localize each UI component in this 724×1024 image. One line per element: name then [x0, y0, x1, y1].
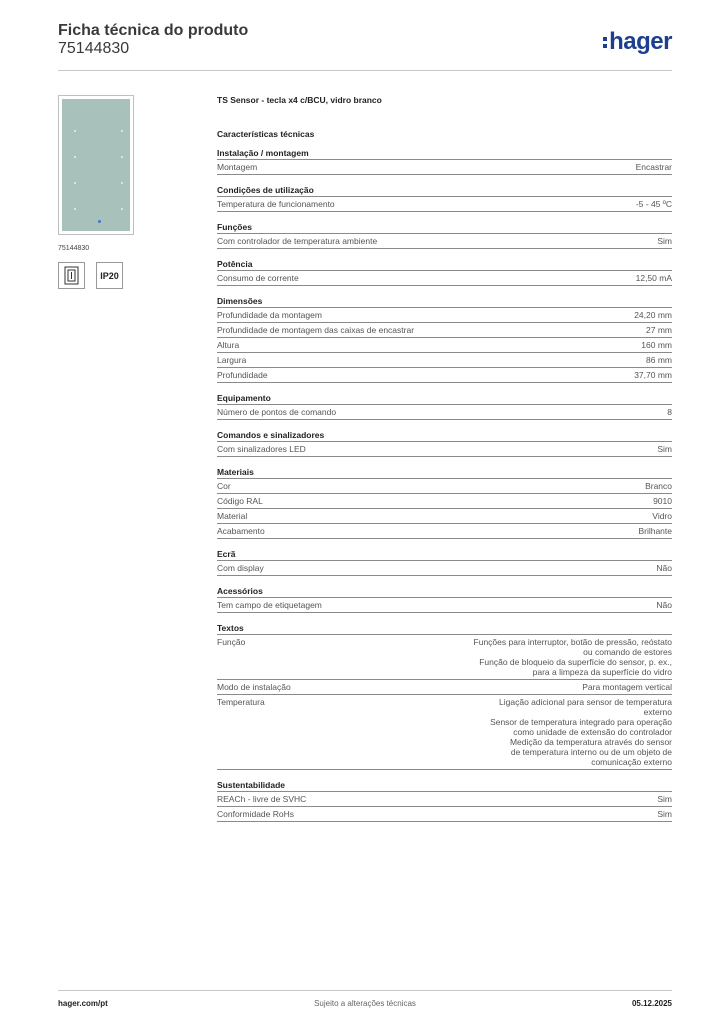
spec-group: [217, 148, 672, 175]
spec-value: Sim: [657, 236, 672, 246]
spec-row: [217, 234, 672, 249]
spec-row: [217, 368, 672, 383]
spec-label: Profundidade de montagem das caixas de encastrar: [217, 325, 415, 335]
spec-group-title: Comandos e sinalizadores: [217, 430, 672, 442]
spec-row: [217, 524, 672, 539]
spec-label: Código RAL: [217, 496, 263, 506]
page-header: [58, 22, 672, 71]
spec-label: Número de pontos de comando: [217, 407, 337, 417]
footer-notice: Sujeito a alterações técnicas: [314, 999, 416, 1008]
spec-row: [217, 561, 672, 576]
spec-group: [217, 623, 672, 770]
spec-group-title: Instalação / montagem: [217, 148, 672, 160]
spec-row: [217, 338, 672, 353]
spec-row: [217, 792, 672, 807]
spec-label: Montagem: [217, 162, 258, 172]
spec-value: 86 mm: [646, 355, 672, 365]
document-title: Ficha técnica do produto: [58, 22, 249, 39]
spec-row: [217, 405, 672, 420]
spec-label: Tem campo de etiquetagem: [217, 600, 322, 610]
product-name: TS Sensor - tecla x4 c/BCU, vidro branco: [217, 95, 382, 105]
spec-group: [217, 780, 672, 822]
spec-group-title: Acessórios: [217, 586, 672, 598]
spec-group: [217, 185, 672, 212]
spec-group-title: Dimensões: [217, 296, 672, 308]
spec-label: Função: [217, 637, 246, 647]
spec-label: Profundidade: [217, 370, 268, 380]
glass-panel: [62, 99, 130, 231]
spec-label: Conformidade RoHs: [217, 809, 295, 819]
spec-label: Largura: [217, 355, 247, 365]
footer-date: 05.12.2025: [631, 999, 672, 1008]
footer-website-link[interactable]: hager.com/pt: [58, 999, 108, 1008]
spec-group-title: Equipamento: [217, 393, 672, 405]
spec-value: Não: [656, 563, 672, 573]
spec-value: Sim: [657, 444, 672, 454]
spec-row: [217, 197, 672, 212]
spec-label: Temperatura de funcionamento: [217, 199, 335, 209]
spec-group: [217, 222, 672, 249]
spec-row: [217, 509, 672, 524]
spec-value: Ligação adicional para sensor de temperatura externo Sensor de temperatura integrado para operação como unidade de extensão do controlador Medição da temperatura através do sensor de temperatura interno ou de um objeto de comunicação externo: [490, 697, 672, 767]
spec-group: [217, 393, 672, 420]
ip-rating-badge: IP20: [96, 262, 123, 289]
spec-row: [217, 680, 672, 695]
product-code: 75144830: [58, 40, 130, 57]
spec-row: [217, 271, 672, 286]
spec-row: [217, 160, 672, 175]
spec-row: [217, 353, 672, 368]
spec-value: Para montagem vertical: [582, 682, 672, 692]
spec-content: [217, 95, 672, 832]
spec-row: [217, 635, 672, 680]
spec-group-title: Materiais: [217, 467, 672, 479]
spec-value: Sim: [657, 809, 672, 819]
spec-value: -5 - 45 ºC: [635, 199, 672, 209]
spec-label: Com sinalizadores LED: [217, 444, 306, 454]
spec-row: [217, 695, 672, 770]
spec-value: Sim: [657, 794, 672, 804]
spec-group-title: Potência: [217, 259, 672, 271]
spec-row: [217, 598, 672, 613]
spec-value: 160 mm: [641, 340, 672, 350]
spec-label: REACh - livre de SVHC: [217, 794, 307, 804]
spec-row: [217, 323, 672, 338]
spec-label: Cor: [217, 481, 231, 491]
spec-group: [217, 296, 672, 383]
status-led-icon: [98, 220, 101, 223]
spec-label: Temperatura: [217, 697, 265, 707]
spec-value: Branco: [645, 481, 672, 491]
spec-group: [217, 586, 672, 613]
spec-group-title: Textos: [217, 623, 672, 635]
spec-label: Altura: [217, 340, 240, 350]
spec-value: 8: [667, 407, 672, 417]
spec-groups: [217, 148, 672, 822]
spec-group: [217, 430, 672, 457]
logo-text: hager: [609, 28, 672, 55]
spec-value: 9010: [653, 496, 672, 506]
logo-mark-icon: [603, 37, 607, 48]
spec-label: Material: [217, 511, 248, 521]
hager-logo[interactable]: [603, 28, 672, 56]
flush-mount-icon: [58, 262, 85, 289]
spec-value: Encastrar: [635, 162, 672, 172]
spec-value: 24,20 mm: [634, 310, 672, 320]
spec-value: Brilhante: [638, 526, 672, 536]
page-footer: [58, 990, 672, 1021]
spec-group: [217, 259, 672, 286]
spec-row: [217, 442, 672, 457]
spec-row: [217, 479, 672, 494]
section-title: Características técnicas: [217, 129, 315, 139]
spec-label: Profundidade da montagem: [217, 310, 322, 320]
spec-label: Modo de instalação: [217, 682, 291, 692]
spec-value: 37,70 mm: [634, 370, 672, 380]
spec-value: 27 mm: [646, 325, 672, 335]
spec-label: Com display: [217, 563, 264, 573]
spec-row: [217, 308, 672, 323]
spec-label: Acabamento: [217, 526, 265, 536]
spec-label: Consumo de corrente: [217, 273, 299, 283]
spec-row: [217, 494, 672, 509]
spec-group: [217, 549, 672, 576]
product-image: [58, 95, 134, 235]
spec-value: 12,50 mA: [635, 273, 672, 283]
spec-group-title: Sustentabilidade: [217, 780, 672, 792]
spec-value: Vidro: [652, 511, 672, 521]
spec-group-title: Ecrã: [217, 549, 672, 561]
image-caption: 75144830: [58, 245, 90, 252]
spec-value: Não: [656, 600, 672, 610]
spec-label: Com controlador de temperatura ambiente: [217, 236, 378, 246]
spec-row: [217, 807, 672, 822]
spec-group-title: Funções: [217, 222, 672, 234]
spec-group-title: Condições de utilização: [217, 185, 672, 197]
spec-group: [217, 467, 672, 539]
spec-value: Funções para interruptor, botão de pressão, reóstato ou comando de estores Função de bloqueio da superfície do sensor, p. ex., para a limpeza da superfície do vidro: [473, 637, 672, 677]
